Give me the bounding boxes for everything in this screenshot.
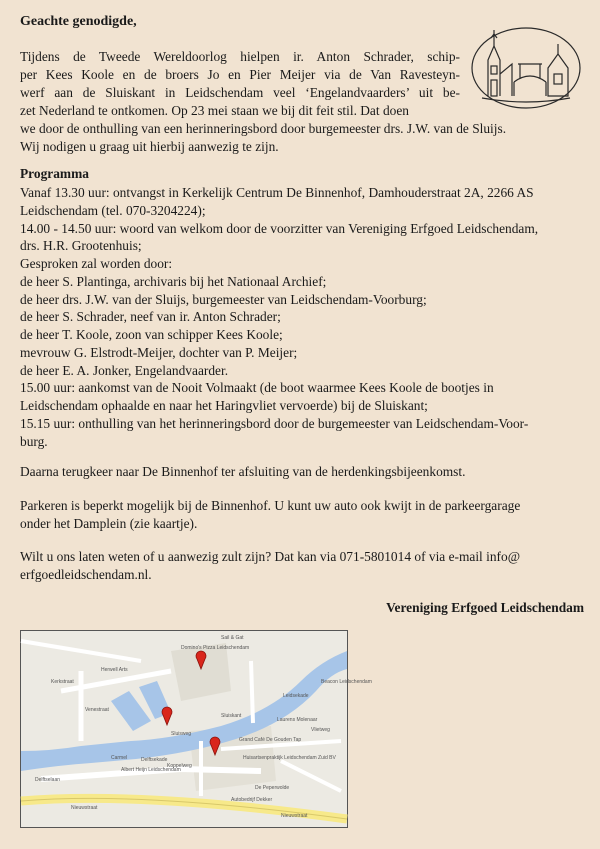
map-label: Vlietweg <box>311 727 330 733</box>
map-label: Beacon Leidschendam <box>321 679 372 685</box>
map-label: Nieuwstraat <box>71 805 98 811</box>
programma-list <box>20 184 584 450</box>
programma-line: 14.00 - 14.50 uur: woord van welkom door de voorzitter van Vereniging Erfgoed Leidschendam, <box>20 220 539 236</box>
map-label: Albert Heijn Leidschendam <box>121 767 181 773</box>
programma-line: de heer E. A. Jonker, Engelandvaarder. <box>20 362 229 378</box>
map-label: Herwell Arts <box>101 667 128 673</box>
programma-line: Leidschendam (tel. 070-3204224); <box>20 202 206 218</box>
map-label: Sluisweg <box>171 731 192 737</box>
programma-line: 15.00 uur: aankomst van de Nooit Volmaakt (de boot waarmee Kees Koole de bootjes in <box>20 380 494 396</box>
intro-paragraph <box>20 48 460 102</box>
map-label: De Peperwolde <box>255 785 290 791</box>
map-label: Leidsekade <box>283 693 309 699</box>
church-logo-icon <box>470 16 582 110</box>
contact-paragraph <box>20 548 584 584</box>
parking-line: Parkeren is beperkt mogelijk bij de Binnenhof. U kunt uw auto ook kwijt in de parkeergarage <box>20 498 521 513</box>
map-label: Laurens Molenaar <box>277 717 318 723</box>
programma-line: Gesproken zal worden door: <box>20 256 173 271</box>
map-label: Delftselaan <box>35 777 61 783</box>
programma-line: de heer S. Schrader, neef van ir. Anton Schrader; <box>20 309 281 325</box>
map-label: Delftsekade <box>141 757 168 763</box>
map-label: Nieuwstraat <box>281 813 308 819</box>
programma-line: de heer T. Koole, zoon van schipper Kees Koole; <box>20 327 283 342</box>
map-label: Domino's Pizza Leidschendam <box>181 645 250 651</box>
programma-line: drs. H.R. Grootenhuis; <box>20 238 142 254</box>
intro-line: Wij nodigen u graag uit hierbij aanwezig te zijn. <box>20 139 279 154</box>
programma-line: mevrouw G. Elstrodt-Meijer, dochter van P. Meijer; <box>20 344 298 360</box>
programma-line: 15.15 uur: onthulling van het herinneringsbord door de burgemeester van Leidschendam-Voor- <box>20 415 529 431</box>
programma-line: burg. <box>20 433 48 449</box>
signature: Vereniging Erfgoed Leidschendam <box>386 600 584 615</box>
intro-line: we door de onthulling van een herinneringsbord door burgemeester drs. J.W. van de Sluijs. <box>20 121 507 136</box>
map-label: Venestraat <box>85 707 109 713</box>
map-label: Carmel <box>111 755 128 761</box>
map-label: Sail & Gat <box>221 635 244 641</box>
map-label: Kerkstraat <box>51 679 74 685</box>
contact-line: Wilt u ons laten weten of u aanwezig zult zijn? Dat kan via 071-5801014 of via e-mail info@ <box>20 549 521 564</box>
map-label: Sluiskant <box>221 713 242 719</box>
programma-line: de heer S. Plantinga, archivaris bij het Nationaal Archief; <box>20 273 327 289</box>
salutation: Geachte genodigde, <box>20 14 137 29</box>
intro-line: werf aan de Sluiskant in Leidschendam veel ‘Engelandvaarders’ uit be- <box>20 85 460 100</box>
map-label: Huisartsenpraktijk Leidschendam Zuid BV <box>243 755 336 761</box>
intro-line: zet Nederland te ontkomen. Op 23 mei staan we bij dit feit stil. Dat doen <box>20 103 409 118</box>
contact-line: erfgoedleidschendam.nl. <box>20 567 152 582</box>
return-paragraph: Daarna terugkeer naar De Binnenhof ter afsluiting van de herdenkingsbijeenkomst. <box>20 464 466 479</box>
map-label: Autobedrijf Dekker <box>231 797 273 803</box>
parking-line: onder het Damplein (zie kaartje). <box>20 516 198 531</box>
intro-continuation <box>20 102 584 156</box>
programma-line: de heer drs. J.W. van der Sluijs, burgemeester van Leidschendam-Voorburg; <box>20 291 427 307</box>
location-map[interactable] <box>20 630 372 828</box>
map-label: Grand Café De Gouden Tap <box>239 737 302 743</box>
intro-line: per Kees Koole en de broers Jo en Pier Meijer via de Van Ravesteyn- <box>20 67 460 82</box>
programma-heading: Programma <box>20 166 89 181</box>
map-label: Koppelweg <box>167 763 192 769</box>
programma-line: Vanaf 13.30 uur: ontvangst in Kerkelijk Centrum De Binnenhof, Damhouderstraat 2A, 2266 AS <box>20 185 534 200</box>
programma-line: Leidschendam ophaalde en naar het Haringvliet vervoerde) bij de Sluiskant; <box>20 398 428 413</box>
parking-paragraph <box>20 497 584 533</box>
intro-line: Tijdens de Tweede Wereldoorlog hielpen ir. Anton Schrader, schip- <box>20 49 460 64</box>
